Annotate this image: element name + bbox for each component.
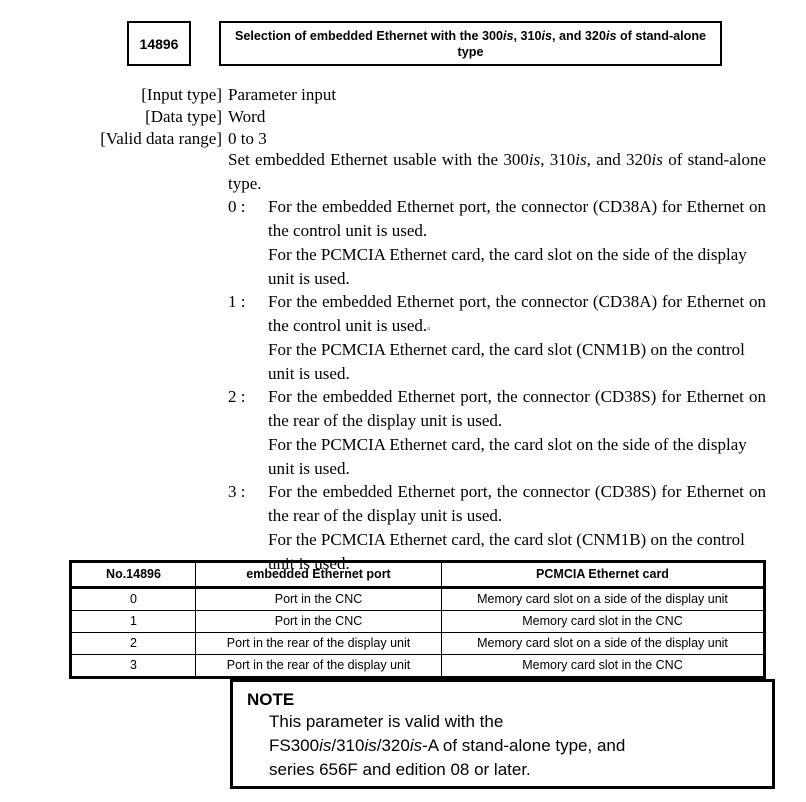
option-line-secondary: For the PCMCIA Ethernet card, the card slot (CNM1B) on the control unit is used. — [268, 530, 745, 573]
table-row — [71, 611, 765, 633]
attribute-label: [Valid data range] — [100, 129, 222, 148]
parameter-description — [228, 148, 766, 575]
option-line-primary: For the embedded Ethernet port, the connector (CD38A) for Ethernet on the control unit is used. — [268, 197, 766, 240]
table-cell-value: 1 — [71, 611, 196, 633]
note-line-3: series 656F and edition 08 or later. — [269, 760, 531, 779]
option-line-primary: For the embedded Ethernet port, the connector (CD38A) for Ethernet on the control unit is used.。 — [268, 292, 766, 335]
table-cell-port: Port in the rear of the display unit — [196, 655, 442, 678]
attribute-value: Word — [228, 107, 266, 126]
note-body — [247, 710, 772, 782]
option-marker: 3 : — [228, 482, 246, 501]
parameter-value-table — [69, 560, 766, 679]
parameter-header — [0, 0, 806, 80]
table-header-cell: No.14896 — [71, 562, 196, 588]
table-cell-card: Memory card slot on a side of the display unit — [442, 633, 765, 655]
parameter-title-box — [219, 21, 722, 66]
option-line-secondary: For the PCMCIA Ethernet card, the card slot on the side of the display unit is used. — [268, 245, 747, 288]
parameter-number-box — [127, 21, 191, 66]
note-line-1: This parameter is valid with the — [269, 712, 504, 731]
option-item-2 — [228, 385, 766, 480]
description-lead: Set embedded Ethernet usable with the 300is, 310is, and 320is of stand-alone type. — [228, 150, 767, 193]
option-marker: 2 : — [228, 387, 246, 406]
table-cell-card: Memory card slot in the CNC — [442, 611, 765, 633]
option-item-1 — [228, 290, 766, 385]
table-row — [71, 655, 765, 678]
attribute-row-input-type — [0, 84, 806, 106]
table-header-cell: embedded Ethernet port — [196, 562, 442, 588]
parameter-title-text: Selection of embedded Ethernet with the 300is, 310is, and 320is of stand-alone type — [234, 28, 707, 59]
table-cell-value: 2 — [71, 633, 196, 655]
option-line-primary: For the embedded Ethernet port, the connector (CD38S) for Ethernet on the rear of the display unit is used. — [268, 482, 766, 525]
parameter-number-text: 14896 — [139, 35, 179, 52]
table-cell-value: 0 — [71, 588, 196, 611]
table-cell-card: Memory card slot in the CNC — [442, 655, 765, 678]
table-row — [71, 633, 765, 655]
option-marker: 0 : — [228, 197, 246, 216]
option-line-secondary: For the PCMCIA Ethernet card, the card slot on the side of the display unit is used. — [268, 435, 747, 478]
note-line-2: FS300is/310is/320is-A of stand-alone type, and — [269, 736, 626, 755]
attribute-value: Parameter input — [228, 85, 337, 104]
attribute-value: 0 to 3 — [228, 129, 267, 148]
table-cell-card: Memory card slot on a side of the display unit — [442, 588, 765, 611]
attribute-label: [Input type] — [141, 85, 222, 104]
option-item-0 — [228, 195, 766, 290]
option-marker: 1 : — [228, 292, 246, 311]
table-row — [71, 588, 765, 611]
attribute-row-data-type — [0, 106, 806, 128]
table-cell-port: Port in the rear of the display unit — [196, 633, 442, 655]
table-cell-value: 3 — [71, 655, 196, 678]
note-title: NOTE — [247, 690, 295, 709]
table-cell-port: Port in the CNC — [196, 588, 442, 611]
table-cell-port: Port in the CNC — [196, 611, 442, 633]
table-header-row — [71, 562, 765, 588]
table-header-cell: PCMCIA Ethernet card — [442, 562, 765, 588]
option-line-primary: For the embedded Ethernet port, the connector (CD38S) for Ethernet on the rear of the display unit is used. — [268, 387, 766, 430]
attribute-label: [Data type] — [145, 107, 222, 126]
attribute-row-valid-data-range — [0, 128, 806, 150]
option-line-secondary: For the PCMCIA Ethernet card, the card slot (CNM1B) on the control unit is used. — [268, 340, 745, 383]
note-box — [230, 679, 775, 789]
